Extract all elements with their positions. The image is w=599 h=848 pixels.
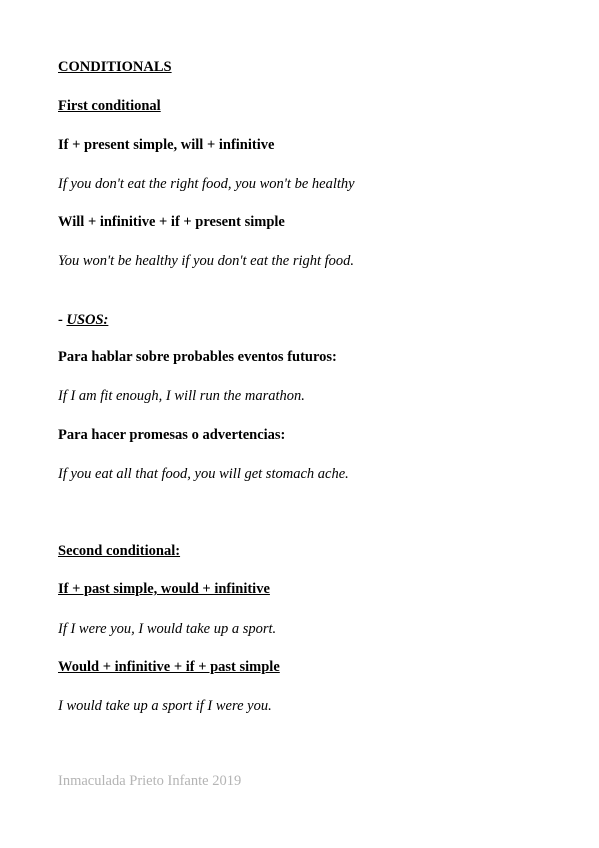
second-conditional-example-1: If I were you, I would take up a sport. <box>58 621 277 637</box>
usos-label: USOS: <box>66 312 109 328</box>
use-2-example: If you eat all that food, you will get stomach ache. <box>58 466 349 482</box>
usos-prefix: - <box>58 312 67 328</box>
first-conditional-formula-1: If + present simple, will + infinitive <box>58 137 275 153</box>
second-conditional-heading: Second conditional: <box>58 543 181 559</box>
use-1-example: If I am fit enough, I will run the marathon. <box>58 388 305 404</box>
second-conditional-formula-2: Would + infinitive + if + past simple <box>58 659 280 675</box>
use-2-description: Para hacer promesas o advertencias: <box>58 427 286 443</box>
second-conditional-example-2: I would take up a sport if I were you. <box>58 698 272 714</box>
first-conditional-heading: First conditional <box>58 98 161 114</box>
use-1-description: Para hablar sobre probables eventos futuros: <box>58 349 337 365</box>
document-title: CONDITIONALS <box>58 59 172 75</box>
second-conditional-formula-1: If + past simple, would + infinitive <box>58 581 270 597</box>
footer-author: Inmaculada Prieto Infante 2019 <box>58 773 242 789</box>
usos-heading <box>58 311 108 329</box>
first-conditional-formula-2: Will + infinitive + if + present simple <box>58 214 285 230</box>
first-conditional-example-2: You won't be healthy if you don't eat the right food. <box>58 253 355 269</box>
first-conditional-example-1: If you don't eat the right food, you won't be healthy <box>58 176 355 192</box>
